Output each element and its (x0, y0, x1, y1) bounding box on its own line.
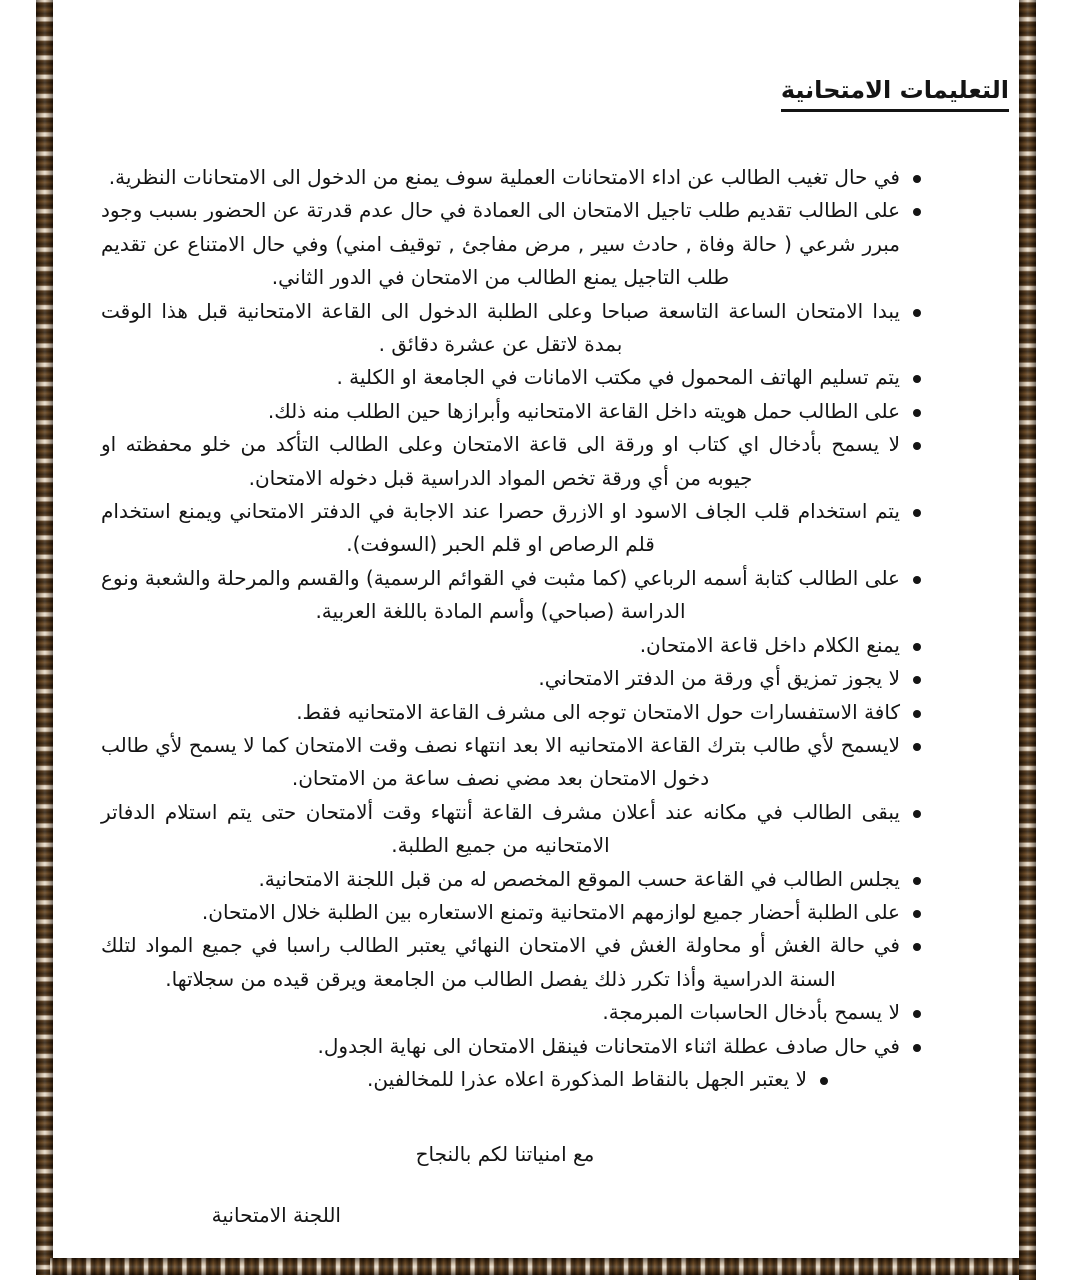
instruction-item (101, 1030, 921, 1063)
instruction-item (101, 395, 921, 428)
instruction-item (101, 729, 921, 796)
instruction-text: لا يجوز تمزيق أي ورقة من الدفتر الامتحاني. (538, 666, 900, 691)
bullet-icon (913, 1010, 921, 1018)
instruction-text: يمنع الكلام داخل قاعة الامتحان. (639, 632, 900, 657)
bullet-icon (913, 743, 921, 751)
instruction-item (101, 863, 921, 896)
instruction-text: يتم تسليم الهاتف المحمول في مكتب الامانات في الجامعة او الكلية . (336, 365, 900, 390)
bullet-icon (913, 676, 921, 684)
instruction-item (101, 428, 921, 495)
instruction-text: على الطالب حمل هويته داخل القاعة الامتحانيه وأبرازها حين الطلب منه ذلك. (267, 398, 900, 423)
instruction-item (101, 562, 921, 629)
instruction-item (101, 1063, 828, 1096)
bullet-icon (913, 509, 921, 517)
instruction-item (101, 896, 921, 929)
instruction-text: يبقى الطالب في مكانه عند أعلان مشرف القاعة أنتهاء وقت ألامتحان حتى يتم استلام الدفاتر الامتحانيه من جميع الطلبة. (101, 799, 900, 858)
bullet-icon (913, 710, 921, 718)
bullet-icon (913, 409, 921, 417)
instruction-text: على الطالب كتابة أسمه الرباعي (كما مثبت في القوائم الرسمية) والقسم والمرحلة والشعبة ونوع الدراسة (صباحي) وأسم المادة باللغة العربية. (101, 565, 900, 624)
bullet-icon (913, 877, 921, 885)
decorative-chain-border-right (1019, 0, 1036, 1280)
decorative-chain-border-bottom (50, 1258, 1019, 1275)
bullet-icon (913, 309, 921, 317)
instruction-item (101, 295, 921, 362)
instruction-item (101, 929, 921, 996)
instruction-item (101, 696, 921, 729)
instruction-text: على الطالب تقديم طلب تاجيل الامتحان الى العمادة في حال عدم قدرتة عن الحضور بسبب وجود مبرر شرعي ( حالة وفاة , حادث سير , مرض مفاجئ , توقيف امني) وفي حال الامتناع عن تقديم طلب التاجيل يمنع الطالب من الامتحان في الدور الثاني. (101, 198, 900, 290)
closing-wishes-line: مع امنياتنا لكم بالنجاح (415, 1142, 595, 1166)
instruction-item (101, 796, 921, 863)
instruction-item (101, 495, 921, 562)
decorative-chain-border-left (36, 0, 53, 1275)
instruction-text: لا يعتبر الجهل بالنقاط المذكورة اعلاه عذرا للمخالفين. (366, 1066, 807, 1091)
instruction-text: لا يسمح بأدخال الحاسبات المبرمجة. (602, 1000, 900, 1025)
page-title: التعليمات الامتحانية (781, 76, 1009, 112)
bullet-icon (913, 375, 921, 383)
bullet-icon (913, 442, 921, 450)
bullet-icon (913, 943, 921, 951)
instruction-text: يجلس الطالب في القاعة حسب الموقع المخصص له من قبل اللجنة الامتحانية. (258, 866, 900, 891)
bullet-icon (913, 1044, 921, 1052)
instruction-text: في حالة الغش أو محاولة الغش في الامتحان النهائي يعتبر الطالب راسبا في جميع المواد لتلك السنة الدراسية وأذا تكرر ذلك يفصل الطالب من الجامعة ويرقن قيده من سجلاتها. (101, 933, 900, 991)
instruction-text: يتم استخدام قلب الجاف الاسود او الازرق حصرا عند الاجابة في الدفتر الامتحاني ويمنع استخدام قلم الرصاص او قلم الحبر (السوفت). (101, 499, 900, 557)
instruction-item (101, 194, 921, 294)
signature-committee-line: اللجنة الامتحانية (211, 1203, 341, 1227)
instruction-text: في حال صادف عطلة اثناء الامتحانات فينقل الامتحان الى نهاية الجدول. (317, 1033, 900, 1058)
instruction-text: لايسمح لأي طالب بترك القاعة الامتحانيه الا بعد انتهاء نصف وقت الامتحان كما لا يسمح لأي طالب دخول الامتحان بعد مضي نصف ساعة من الامتحان. (101, 732, 900, 791)
bullet-icon (913, 810, 921, 818)
instruction-text: لا يسمح بأدخال اي كتاب او ورقة الى قاعة الامتحان وعلى الطالب التأكد من خلو محفظته او جيوبه من أي ورقة تخص المواد الدراسية قبل دخوله الامتحان. (101, 432, 900, 490)
bullet-icon (913, 175, 921, 183)
instruction-text: على الطلبة أحضار جميع لوازمهم الامتحانية وتمنع الاستعاره بين الطلبة خلال الامتحان. (201, 899, 900, 924)
instruction-item (101, 996, 921, 1029)
bullet-icon (913, 208, 921, 216)
instructions-list (101, 161, 921, 1096)
instruction-text: في حال تغيب الطالب عن اداء الامتحانات العملية سوف يمنع من الدخول الى الامتحانات النظرية. (108, 165, 900, 189)
bullet-icon (913, 910, 921, 918)
instruction-item (101, 161, 921, 194)
instruction-text: كافة الاستفسارات حول الامتحان توجه الى مشرف القاعة الامتحانيه فقط. (296, 699, 900, 724)
bullet-icon (913, 576, 921, 584)
bullet-icon (913, 643, 921, 651)
instruction-item (101, 629, 921, 662)
instruction-item (101, 662, 921, 695)
bullet-icon (820, 1077, 828, 1085)
instruction-item (101, 361, 921, 394)
instruction-text: يبدا الامتحان الساعة التاسعة صباحا وعلى الطلبة الدخول الى القاعة الامتحانية قبل هذا الوقت بمدة لاتقل عن عشرة دقائق . (101, 298, 900, 357)
